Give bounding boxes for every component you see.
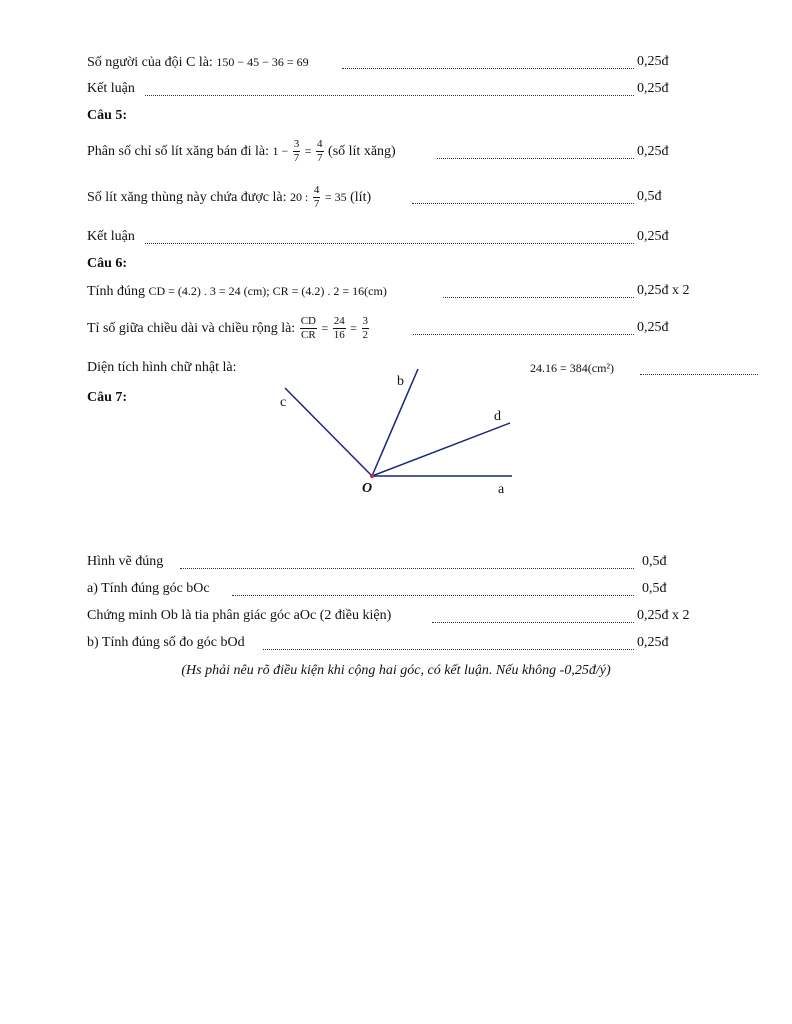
score: 0,25đ [637,635,669,650]
score: 0,5đ [642,581,667,596]
label-o: O [362,481,373,496]
text: b) Tính đúng số đo góc bOd [87,635,245,650]
line-drawing [87,553,163,571]
dot-leader [180,568,634,569]
equals: = [321,321,329,335]
fraction: $\frac{24}{16}$ [333,315,345,342]
label-a: a [498,482,505,497]
fraction: $\frac{4}{7}$ [317,138,323,165]
text: Kết luận [87,81,135,96]
heading-cau-5: Câu 5: [87,108,128,123]
dot-leader [232,595,634,596]
text: Chứng minh Ob là tia phân giác góc aOc (2 điều kiện) [87,608,392,623]
text: Tính đúng [87,284,145,299]
text-after: (số lít xăng) [328,144,396,159]
dot-leader [432,622,634,623]
score: 0,25đ [637,144,669,159]
text: Hình vẽ đúng [87,554,164,569]
score: 0,5đ [642,554,667,569]
score: 0,25đ [637,320,669,335]
text: Diện tích hình chữ nhật là: [87,360,237,375]
text: a) Tính đúng góc bOc [87,581,210,596]
label-d: d [494,409,501,424]
expression: CD = (4.2) . 3 = 24 (cm); CR = (4.2) . 2 = 16(cm) [148,284,387,298]
heading-cau-6: Câu 6: [87,256,128,271]
fraction: $\frac{4}{7}$ [313,184,320,211]
text: Tỉ số giữa chiều dài và chiều rộng là: [87,321,296,336]
point-o [370,474,374,478]
text: Số người của đội C là: [87,55,213,70]
fraction: $\frac{3}{7}$ [293,138,300,165]
expression: = 35 [324,190,347,204]
text-after: (lít) [350,190,372,205]
expression: 150 − 45 − 36 = 69 [216,55,309,69]
label-c: c [280,395,287,410]
text: Phân số chỉ số lít xăng bán đi là: [87,144,269,159]
line-angle-bod [87,634,245,652]
score: 0,5đ [637,189,662,204]
heading-cau-7: Câu 7: [87,390,128,405]
text: Số lít xăng thùng này chứa được là: [87,190,287,205]
fraction: $\frac{3}{2}$ [362,315,369,342]
text: Kết luận [87,229,135,244]
line-bisector [87,607,391,625]
score: 0,25đ [637,229,669,244]
label-b: b [397,374,404,389]
ray-oc [285,388,372,476]
ray-od [372,423,510,476]
grading-note: (Hs phải nêu rõ điều kiện khi cộng hai góc, có kết luận. Nếu không -0,25đ/ý) [181,663,611,678]
fraction: $\frac{CD}{CR}$ [300,315,316,342]
expression: 1 − [272,144,289,158]
expression: 20 : [290,190,309,204]
score: 0,25đ x 2 [637,608,690,623]
score: 0,25đ x 2 [637,283,690,298]
equals: = [304,144,312,158]
score: 0,25đ [637,81,669,96]
score: 0,25đ [637,54,669,69]
ray-ob [372,369,418,476]
area-expression: 24.16 = 384(cm²) [530,361,615,375]
dot-leader [263,649,634,650]
equals: = [350,321,358,335]
line-angle-boc [87,580,210,598]
